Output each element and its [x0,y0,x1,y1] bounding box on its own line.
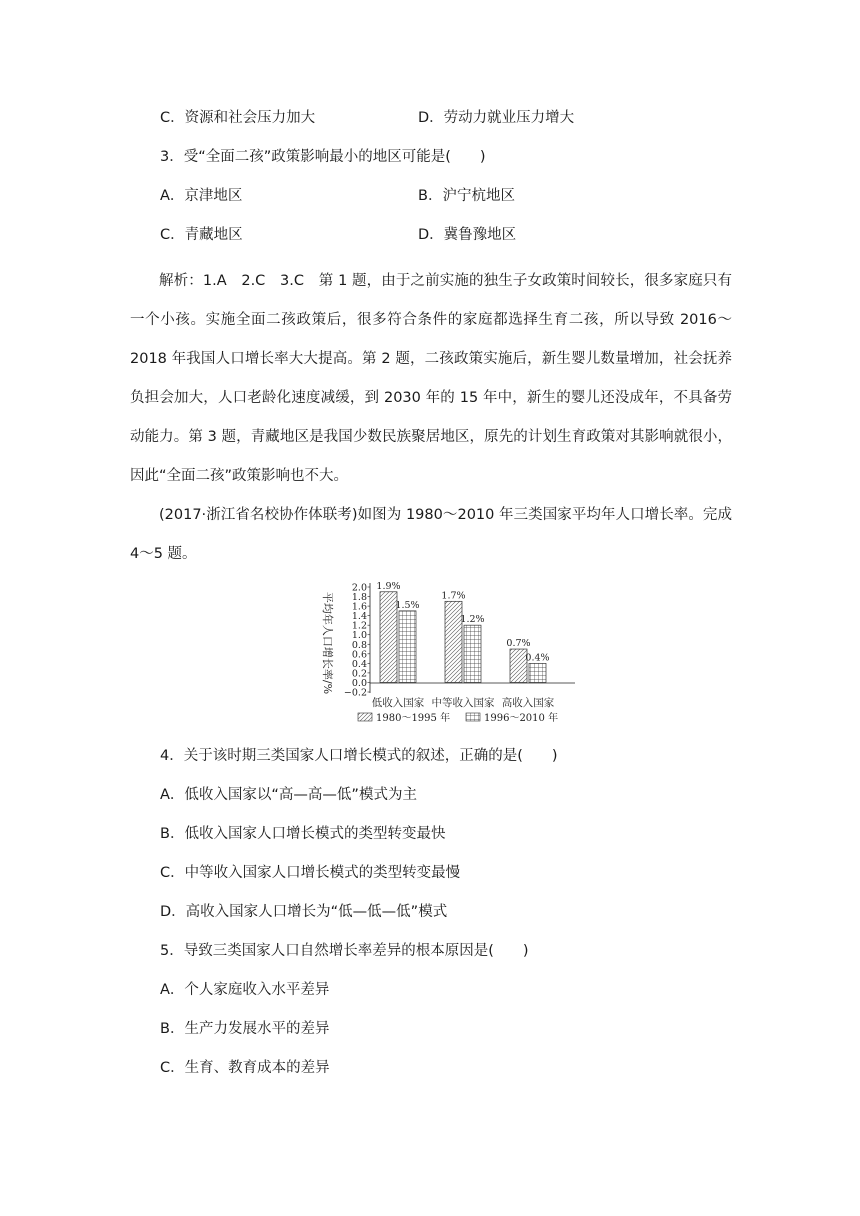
legend [358,711,558,724]
y-tick-label: 0.0 [351,677,367,689]
bar-data-label: 0.4% [525,652,550,664]
category-label: 低收入国家 [371,697,425,709]
bar-series2-3 [529,663,546,682]
legend-label-1996-2010: 1996～2010 年 [484,713,559,724]
bar-data-label: 0.7% [506,638,531,650]
legend-label-1980-1995: 1980～1995 年 [376,713,451,724]
y-tick-label: 1.0 [351,630,367,642]
y-tick-label: 1.6 [351,601,367,613]
option-2c: C．资源和社会压力加大 [160,110,316,126]
y-axis-label: 平均年人口增长率/% [321,591,334,695]
option-4b: B．低收入国家人口增长模式的类型转变最快 [160,826,446,842]
bar-series2-1 [399,611,416,683]
population-growth-bar-chart [310,575,580,730]
bar-series2-2 [464,625,481,682]
category-label: 高收入国家 [501,697,555,709]
legend-swatch-1996-2010 [466,713,480,721]
analysis-paragraph: 解析：1.A 2.C 3.C 第 1 题，由于之前实施的独生子女政策时间较长，很多家庭只有一个小孩。实施全面二孩政策后，很多符合条件的家庭都选择生育二孩，所以导致 2016～2018 年我国人口增长率大大提高。第 2 题，二孩政策实施后，新生婴儿数量增加，社会抚养负担会加大，人口老龄化速度减缓，到 2030 年的 15 年中，新生的婴儿还没成年，不具备劳动能力。第 3 题，青藏地区是我国少数民族聚居地区，原先的计划生育政策对其影响就很小，因此“全面二孩”政策影响也不大。 [130,273,732,484]
y-tick-label: 0.2 [351,668,367,680]
y-tick-label: 0.8 [351,639,367,651]
legend-swatch-1980-1995 [358,713,372,721]
intro-paragraph: (2017·浙江省名校协作体联考)如图为 1980～2010 年三类国家平均年人口增长率。完成 4～5 题。 [130,507,732,562]
y-tick-label: 0.4 [351,658,367,670]
y-tick-label: 1.8 [351,592,367,604]
question-3-stem: 3．受“全面二孩”政策影响最小的地区可能是( ) [160,149,486,165]
option-4a: A．低收入国家以“高—高—低”模式为主 [160,787,417,803]
bar-data-label: 1.5% [395,599,420,611]
bar-data-label: 1.7% [441,590,466,602]
category-label: 中等收入国家 [431,697,495,709]
y-tick-label: 0.6 [351,649,367,661]
y-tick-label: 1.2 [351,620,367,632]
option-4c: C．中等收入国家人口增长模式的类型转变最慢 [160,865,461,881]
option-3d: D．冀鲁豫地区 [418,227,517,243]
question-5-stem: 5．导致三类国家人口自然增长率差异的根本原因是( ) [160,943,529,959]
y-tick-label: 2.0 [351,582,367,594]
option-3c: C．青藏地区 [160,227,243,243]
bar-data-label: 1.2% [460,614,485,626]
option-5c: C．生育、教育成本的差异 [160,1060,330,1076]
option-3a: A．京津地区 [160,188,243,204]
bar-data-label: 1.9% [376,580,401,592]
option-4d: D．高收入国家人口增长为“低—低—低”模式 [160,904,448,920]
option-5b: B．生产力发展水平的差异 [160,1021,330,1037]
option-2d: D．劳动力就业压力增大 [418,110,575,126]
option-3b: B．沪宁杭地区 [418,188,515,204]
question-4-stem: 4．关于该时期三类国家人口增长模式的叙述，正确的是( ) [160,748,558,764]
y-tick-label: 1.4 [351,611,367,623]
option-5a: A．个人家庭收入水平差异 [160,982,330,998]
y-tick-label: −0.2 [343,687,367,699]
